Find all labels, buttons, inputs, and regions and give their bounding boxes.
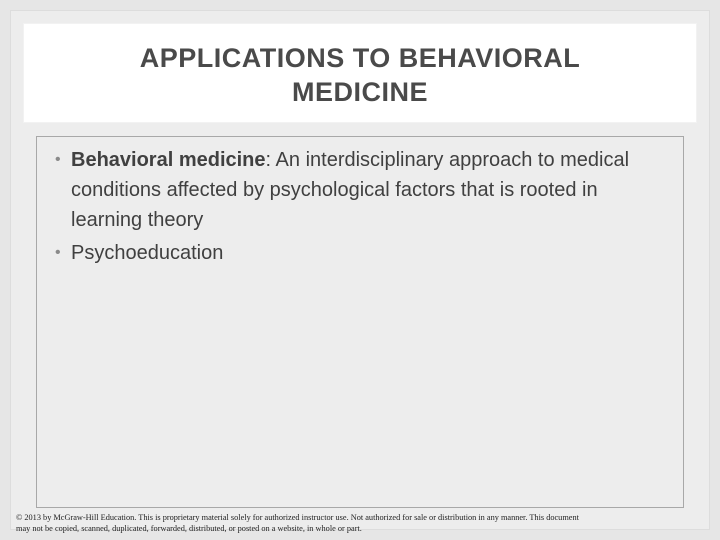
slide-title-line-2: MEDICINE xyxy=(291,77,428,107)
bullet-dot-icon: • xyxy=(55,244,61,261)
term-separator: : xyxy=(265,149,272,171)
definition-behavioral-medicine: An interdisciplinary approach to medical conditions affected by psychological factors that is rooted in learning theory xyxy=(71,149,630,231)
title-box xyxy=(24,24,696,122)
bullet-dot-icon: • xyxy=(55,151,61,168)
copyright-line-2: may not be copied, scanned, duplicated, forwarded, distributed, or posted on a website, in whole or part. xyxy=(16,524,362,533)
content-box xyxy=(36,136,684,508)
bullet-item-behavioral-medicine xyxy=(55,145,657,235)
slide-title xyxy=(24,37,696,109)
copyright-notice xyxy=(16,512,706,534)
slide-title-line-1: APPLICATIONS TO BEHAVIORAL xyxy=(139,43,581,73)
bullet-text-psychoeducation: Psychoeducation xyxy=(71,242,224,264)
copyright-line-1: © 2013 by McGraw-Hill Education. This is proprietary material solely for authorized instructor use. Not authorized for sale or distribution in any manner. This document xyxy=(16,513,579,522)
bullet-item-psychoeducation xyxy=(55,238,657,268)
bullet-list xyxy=(37,137,683,268)
term-behavioral-medicine: Behavioral medicine xyxy=(71,149,266,171)
